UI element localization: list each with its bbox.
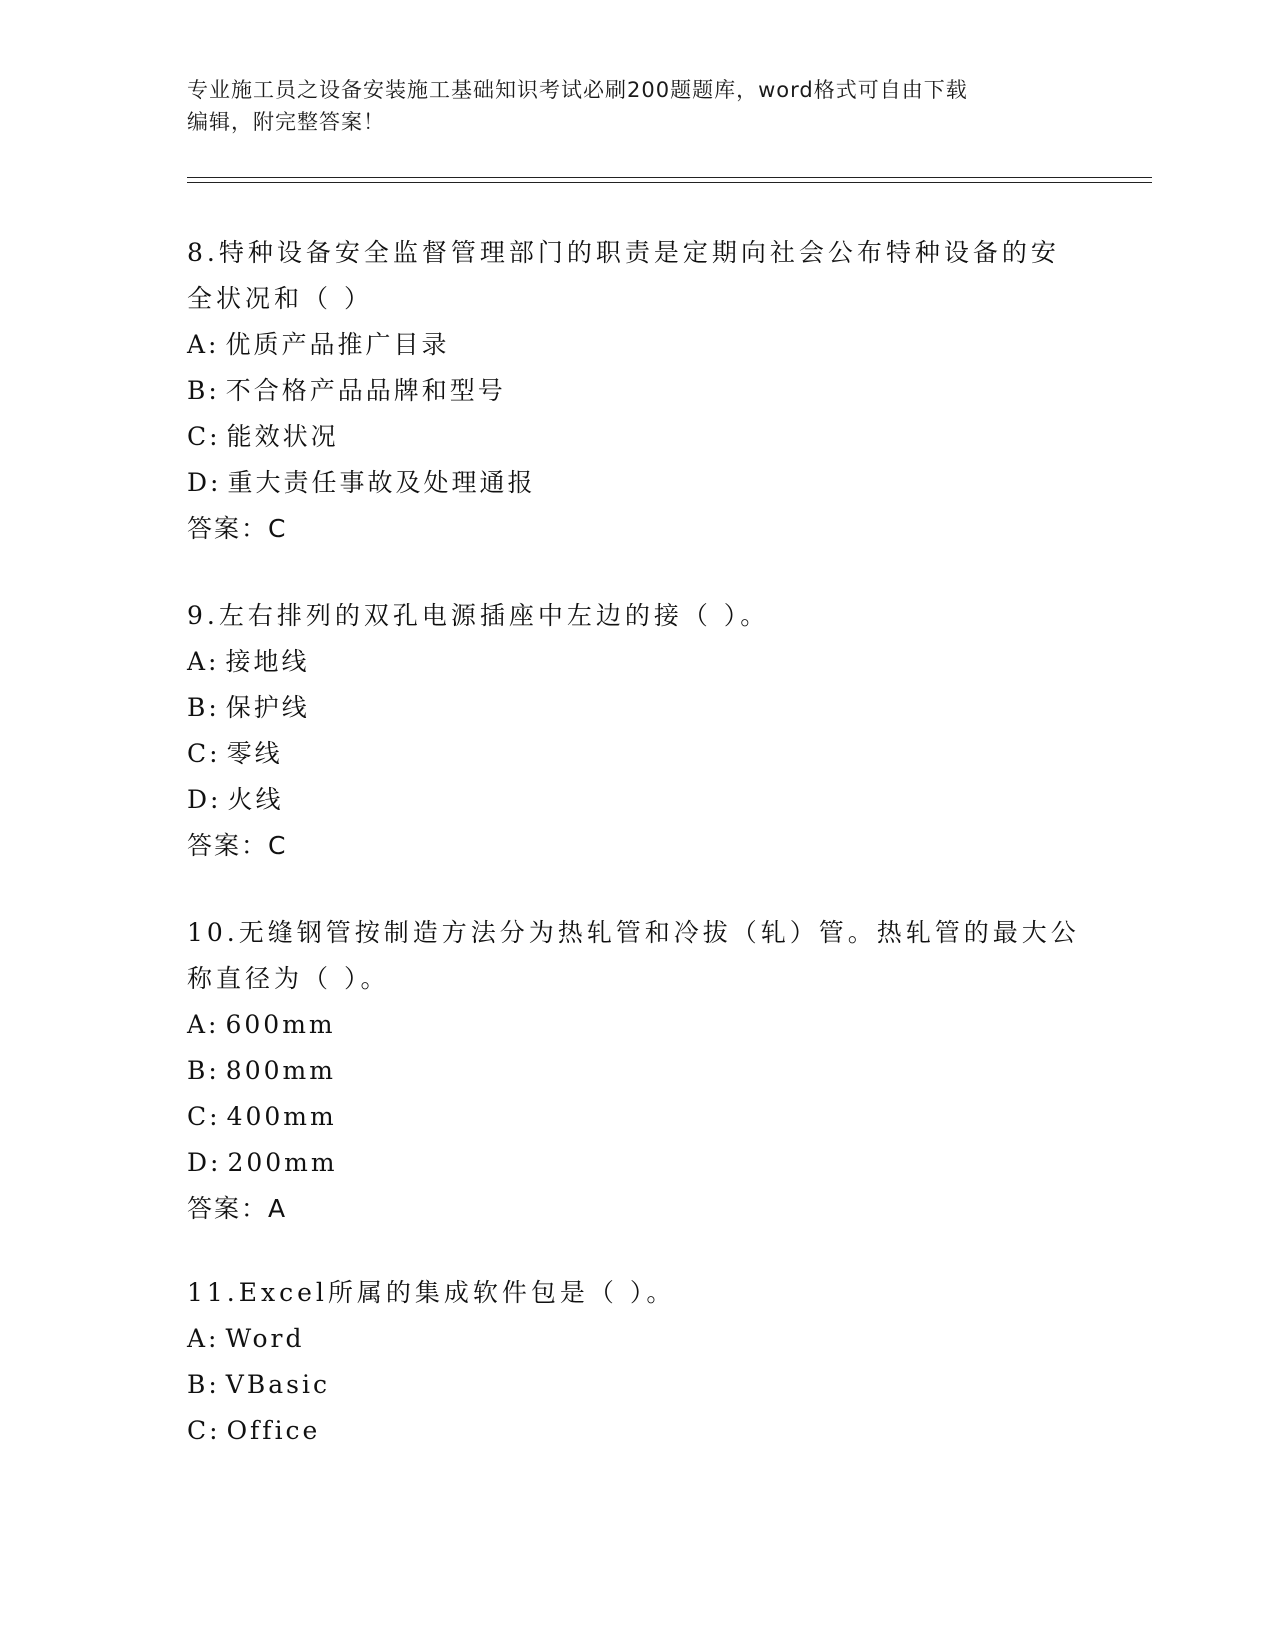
option-text: 火线: [227, 785, 284, 814]
option-text: 200mm: [227, 1148, 338, 1177]
option-text: 保护线: [225, 693, 310, 722]
option-a: [187, 322, 1087, 368]
question-stem-line: 9.左右排列的双孔电源插座中左边的接（ ）。: [187, 601, 770, 630]
question-9: [187, 593, 1087, 869]
answer-line: 答案：C: [187, 831, 288, 860]
option-text: 接地线: [225, 647, 310, 676]
option-text: VBasic: [225, 1370, 330, 1399]
option-b: [187, 685, 1087, 731]
question-8: [187, 230, 1087, 552]
document-header: [187, 74, 1067, 138]
option-d: [187, 777, 1087, 823]
header-divider-top: [187, 177, 1152, 178]
question-stem-line: 全状况和（ ）: [187, 284, 373, 313]
question-stem: [187, 910, 1087, 1002]
option-key: B:: [187, 1056, 220, 1085]
option-text: 600mm: [225, 1010, 336, 1039]
option-key: A:: [187, 330, 220, 359]
question-11: [187, 1270, 1087, 1454]
option-a: [187, 1316, 1087, 1362]
option-text: 优质产品推广目录: [225, 330, 450, 359]
option-key: B:: [187, 376, 220, 405]
option-key: A:: [187, 1324, 220, 1353]
option-text: 800mm: [225, 1056, 336, 1085]
option-key: D:: [187, 1148, 222, 1177]
option-c: [187, 731, 1087, 777]
option-key: D:: [187, 468, 222, 497]
question-stem: [187, 1270, 1087, 1316]
option-b: [187, 368, 1087, 414]
option-b: [187, 1362, 1087, 1408]
option-d: [187, 1140, 1087, 1186]
question-10: [187, 910, 1087, 1232]
option-key: A:: [187, 647, 220, 676]
option-a: [187, 1002, 1087, 1048]
header-line-1: 专业施工员之设备安装施工基础知识考试必刷200题题库，word格式可自由下载: [187, 78, 968, 102]
option-key: B:: [187, 1370, 220, 1399]
answer-line: 答案：C: [187, 514, 288, 543]
header-divider-bottom: [187, 182, 1152, 183]
option-text: 不合格产品品牌和型号: [225, 376, 506, 405]
option-key: B:: [187, 693, 220, 722]
question-stem: [187, 230, 1087, 322]
answer-line: 答案：A: [187, 1194, 288, 1223]
question-stem: [187, 593, 1087, 639]
option-text: 零线: [226, 739, 283, 768]
question-stem-line: 8.特种设备安全监督管理部门的职责是定期向社会公布特种设备的安: [187, 238, 1060, 267]
option-text: Word: [225, 1324, 305, 1353]
option-text: 重大责任事故及处理通报: [227, 468, 536, 497]
option-text: 能效状况: [226, 422, 339, 451]
option-c: [187, 1408, 1087, 1454]
option-text: 400mm: [226, 1102, 337, 1131]
option-key: A:: [187, 1010, 220, 1039]
option-key: C:: [187, 1102, 221, 1131]
option-key: C:: [187, 739, 221, 768]
header-line-2: 编辑，附完整答案！: [187, 110, 385, 134]
option-text: Office: [226, 1416, 321, 1445]
option-key: D:: [187, 785, 222, 814]
question-stem-line: 11.Excel所属的集成软件包是（ ）。: [187, 1278, 676, 1307]
option-c: [187, 1094, 1087, 1140]
option-key: C:: [187, 422, 221, 451]
question-stem-line: 称直径为（ ）。: [187, 964, 390, 993]
option-d: [187, 460, 1087, 506]
question-stem-line: 10.无缝钢管按制造方法分为热轧管和冷拔（轧）管。热轧管的最大公: [187, 918, 1080, 947]
option-b: [187, 1048, 1087, 1094]
option-a: [187, 639, 1087, 685]
option-key: C:: [187, 1416, 221, 1445]
option-c: [187, 414, 1087, 460]
